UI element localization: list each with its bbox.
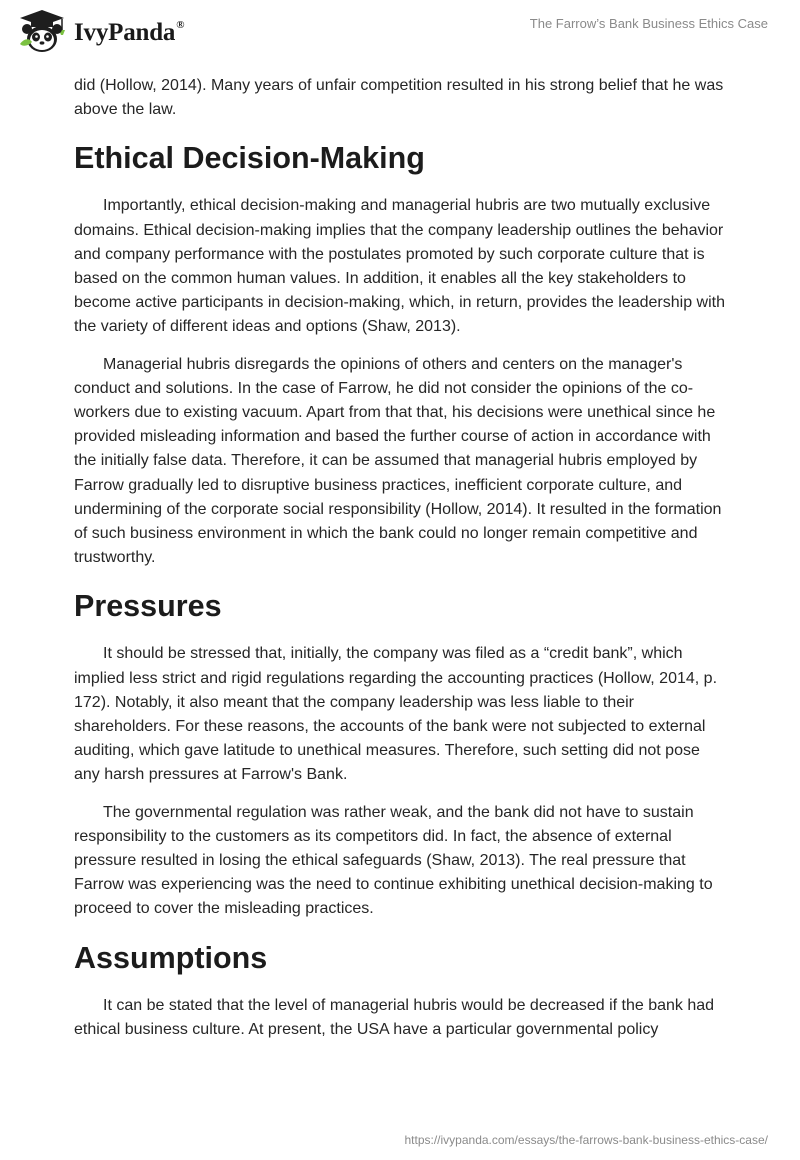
page-header bbox=[0, 0, 800, 64]
intro-paragraph: did (Hollow, 2014). Many years of unfair competition resulted in his strong belief that he was above the law. bbox=[74, 77, 724, 119]
paragraph: Importantly, ethical decision-making and managerial hubris are two mutually exclusive domains. Ethical decision-making implies that the company leadership outlines the behavior and company performance with the postulates promoted by such corporate culture that is based on the common human values. In addition, it enables all the key stakeholders to become active participants in decision-making, which, in return, provides the leadership with the variety of different ideas and options (Shaw, 2013). bbox=[74, 197, 725, 336]
paragraph: The governmental regulation was rather weak, and the bank did not have to sustain responsibility to the customers as its competitors did. In fact, the absence of external pressure resulted in losing the ethical safeguards (Shaw, 2013). The real pressure that Farrow was experiencing was the need to continue exhibiting unethical decision-making to proceed to cover the misleading practices. bbox=[74, 803, 713, 918]
essay-content bbox=[74, 74, 728, 1055]
document-title: The Farrow’s Bank Business Ethics Case bbox=[529, 16, 768, 31]
section-heading-ethical-decision-making: Ethical Decision-Making bbox=[74, 141, 425, 176]
paragraph: It can be stated that the level of managerial hubris would be decreased if the bank had ethical business culture. At present, the USA have a particular governmental policy bbox=[74, 996, 715, 1038]
source-url[interactable]: https://ivypanda.com/essays/the-farrows-bank-business-ethics-case/ bbox=[404, 1133, 768, 1147]
section-heading-pressures: Pressures bbox=[74, 589, 222, 624]
section-heading-assumptions: Assumptions bbox=[74, 940, 268, 975]
logo-wordmark: IvyPanda® bbox=[74, 19, 185, 46]
paragraph: Managerial hubris disregards the opinions of others and centers on the manager's conduct and solutions. In the case of Farrow, he did not consider the opinions of the co-workers due to existing vacuum. Apart from that that, his decisions were unethical since he provided misleading information and based the further course of action in accordance with the initially false data. Therefore, it can be assumed that managerial hubris employed by Farrow gradually led to disruptive business practices, inefficient corporate culture, and undermining of the corporate social responsibility (Hollow, 2014). It resulted in the formation of such business environment in which the bank could no longer remain competitive and trustworthy. bbox=[74, 355, 722, 567]
paragraph: It should be stressed that, initially, the company was filed as a “credit bank”, which implied less strict and rigid regulations regarding the accounting practices (Hollow, 2014, p. 172). Notably, it also meant that the company leadership was less liable to their shareholders. For these reasons, the accounts of the bank were not subjected to external auditing, which gave latitude to unethical measures. Therefore, such setting did not pose any harsh pressures at Farrow's Bank. bbox=[74, 645, 718, 784]
ivypanda-logo[interactable] bbox=[16, 10, 184, 56]
panda-graduate-icon bbox=[16, 8, 68, 59]
